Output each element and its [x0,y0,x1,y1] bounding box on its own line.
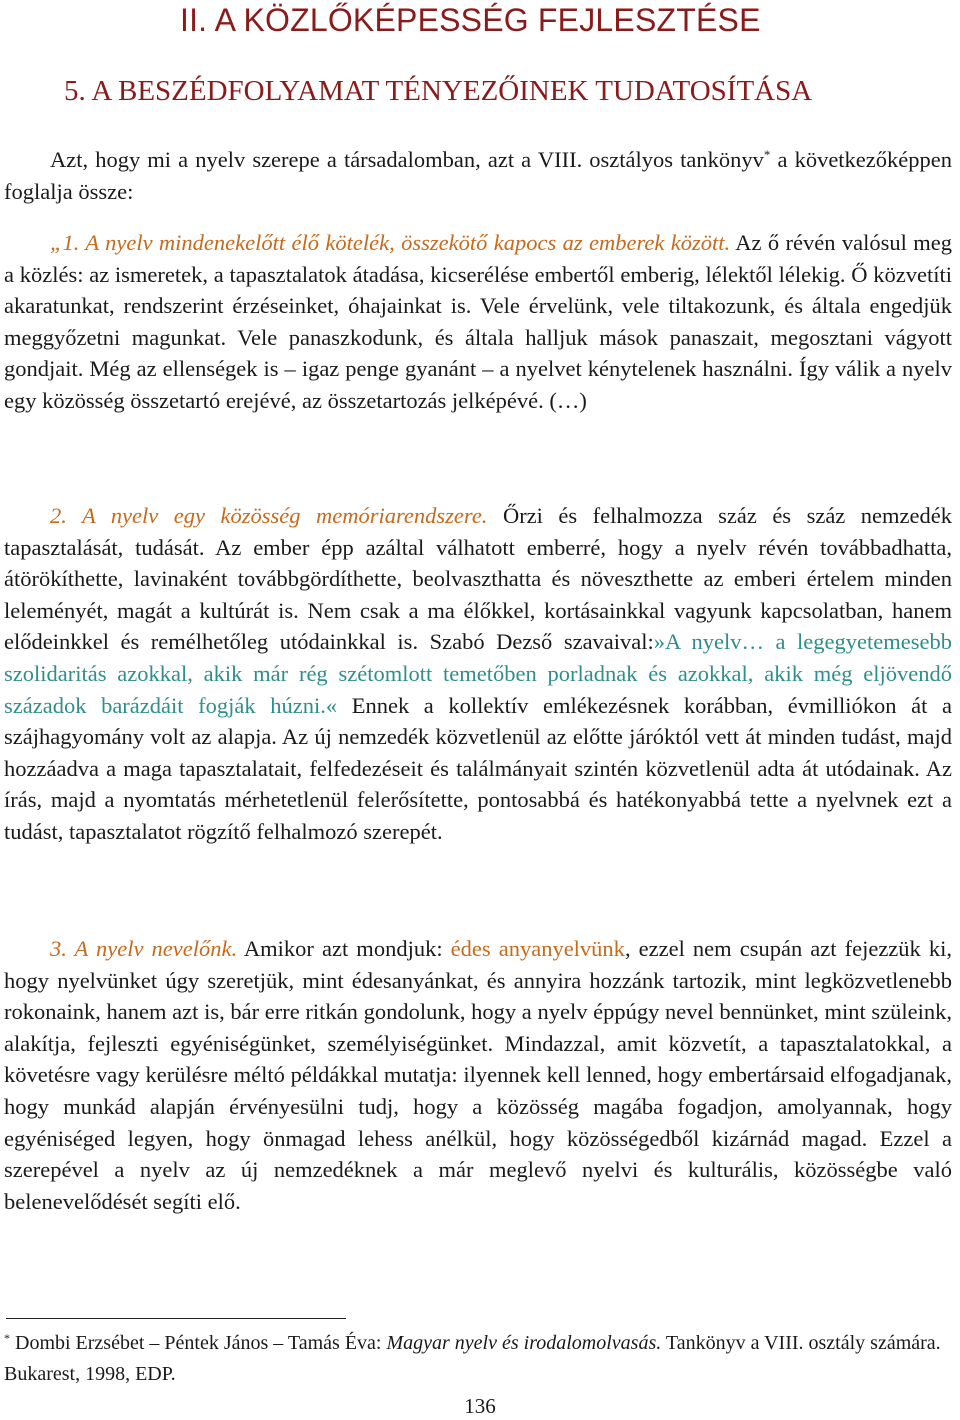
intro-paragraph [4,144,952,207]
point-1-body: Az ő révén valósul meg a közlés: az ismeretek, a tapasztalatok átadása, kicserélése embertől emberig, lélektől lélekig. Ő közvetíti akaratunkat, rendszerint érzéseinket, óhajainkat is. Vele érvelünk, vele tiltakozunk, és általa engedjük meggyőzetni magunkat. Vele panaszkodunk, és általa halljuk mások panaszait, megosztani vágyott gondjait. Még az ellenségek is – igaz penge gyanánt – a nyelvet kénytelenek használni. Így válik a nyelv egy közösség összetartó erejévé, az összetartozás jelképévé. (…) [4,230,952,413]
point-2-heading: 2. A nyelv egy közösség memóriarendszere. [50,503,488,528]
footnote-divider [6,1318,346,1319]
point-2-paragraph [4,500,952,848]
page-number: 136 [464,1394,496,1418]
point-3-body-continued: , ezzel nem csupán azt fejezzük ki, hogy nyelvünket úgy szeretjük, mint édesanyánkat, és annyira hozzánk tartozik, mint legközvetlenebb rokonaink, hanem azt is, bár erre ritkán gondolunk, hogy a nyelv éppúgy nevel bennünket, mint szüleink, alakítja, fejleszti egyéniségünket, személyiségünket. Mindazzal, amit közvetít, a tapasztalatokkal, a követésre vagy kerülésre méltó példákkal mutatja: ilyennek kell lenned, hogy embertársaid elfogadjanak, hogy munkád alapján érvényesülni tudj, hogy a közösség magába fogadjon, amolyannak, hogy egyéniséged legyen, hogy önmagad lehess anélkül, hogy közösségedből kizárnád magad. Ezzel a szerepével a nyelv az új nemzedéknek a már meglevő nyelvi és kulturális, közösségbe való belenevelődését segíti elő. [4,936,952,1214]
footnote [4,1328,944,1390]
section-title: 5. A BESZÉDFOLYAMAT TÉNYEZŐINEK TUDATOSÍTÁSA [64,75,813,107]
chapter-title: II. A KÖZLŐKÉPESSÉG FEJLESZTÉSE [180,2,761,38]
point-2-body-continued: Ennek a kollektív emlékezésnek korábban, évmilliókon át a szájhagyomány volt az alapja. Az új nemzedék közvetlenül az előtte járóktól vett át minden tudást, majd hozzáadva a maga tapasztalatait, felfedezéseit és találmányait szintén közvetlenül adta át utódainak. Az írás, majd a nyomtatás mérhetetlenül felerősítette, pontosabbá és hatékonyabbá tette a nyelvnek ezt a tudást, tapasztalatot rögzítő felhalmozó szerepét. [4,692,952,844]
szabo-dezso-quote: »A nyelv… a legegyetemesebb szolidaritás azokkal, akik már rég szétomlott temetőben porladnak és azokkal, akik még eljövendő századok barázdáit fogják húzni.« [4,629,952,718]
footnote-book-title: Magyar nyelv és irodalomolvasás. [386,1332,662,1354]
intro-text: Azt, hogy mi a nyelv szerepe a társadalomban, azt a VIII. osztályos tankönyv [50,147,764,172]
point-3-body: Amikor azt mondjuk: [237,936,451,961]
point-2-body: Őrzi és felhalmozza száz és száz nemzedék tapasztalását, tudását. Az ember épp azáltal válhatott emberré, hogy a nyelv révén továbbadhatta, átörökíthette, lavinaként továbbgördíthette, beolvaszthatta és növeszthette az emberi értelem minden leleményét, magát a kultúrát is. Nem csak a ma élőkkel, kortásainkkal vagyunk kapcsolatban, hanem elődeinkkel és remélhetőleg utódainkkal is. Szabó Dezső szavaival: [4,503,952,655]
footnote-authors: Dombi Erzsébet – Péntek János – Tamás Éva: [10,1332,387,1354]
point-1-paragraph [4,227,952,417]
point-1-heading: „1. A nyelv mindenekelőtt élő kötelék, összekötő kapocs az emberek között. [50,230,731,255]
footnote-publication: Tankönyv a VIII. osztály számára. Bukarest, 1998, EDP. [4,1332,941,1385]
point-3-heading: 3. A nyelv nevelőnk. [50,936,238,961]
intro-text-continued: a következőképpen foglalja össze: [4,147,953,204]
footnote-reference: * [763,147,771,162]
point-3-paragraph [4,933,952,1217]
footnote-mark: * [4,1331,10,1345]
highlight-phrase: édes anyanyelvünk [450,936,625,961]
